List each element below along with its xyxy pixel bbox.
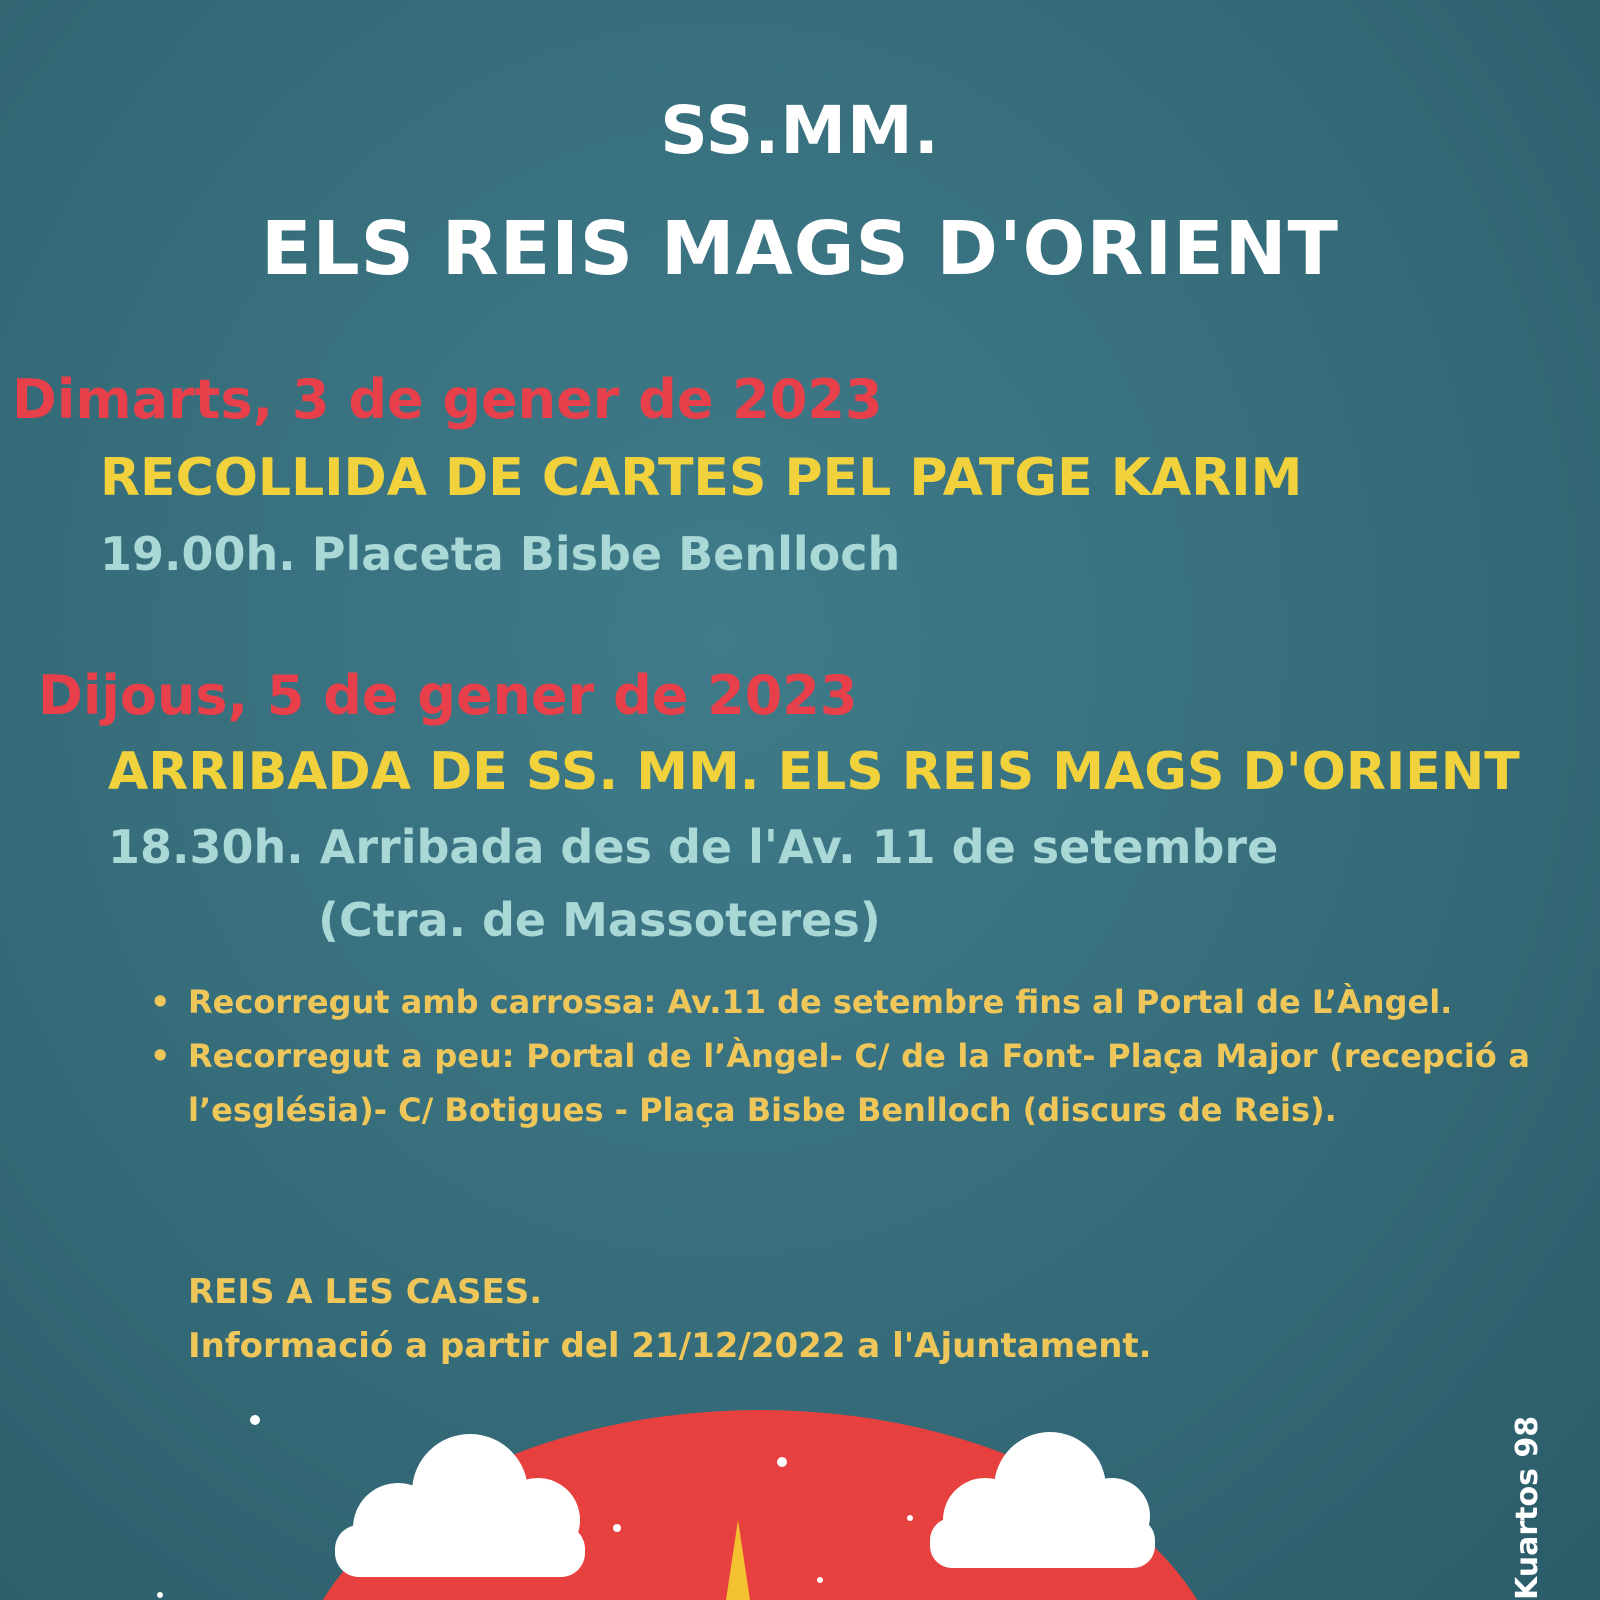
credit-text: Kuartos 98	[1510, 1415, 1545, 1600]
event-1-title: RECOLLIDA DE CARTES PEL PATGE KARIM	[100, 448, 1303, 508]
route-item-walk: • Recorregut a peu: Portal de l’Àngel- C/ de la Font- Plaça Major (recepció a l’església)- C/ Botigues - Plaça Bisbe Benlloch (discurs de Reis).	[150, 1029, 1530, 1137]
event-1-detail: 19.00h. Placeta Bisbe Benlloch	[100, 527, 901, 581]
event-2-date: Dijous, 5 de gener de 2023	[38, 664, 858, 727]
event-2-detail: 18.30h. Arribada des de l'Av. 11 de setembre	[108, 820, 1279, 874]
event-2-title: ARRIBADA DE SS. MM. ELS REIS MAGS D'ORIENT	[108, 742, 1520, 802]
poster-title-line2: ELS REIS MAGS D'ORIENT	[260, 206, 1340, 292]
illustration-sun-clouds	[0, 1380, 1600, 1600]
info-text: Informació a partir del 21/12/2022 a l'Ajuntament.	[188, 1326, 1152, 1366]
poster-title-line1: SS.MM.	[660, 92, 940, 169]
reis-a-les-cases: REIS A LES CASES.	[188, 1272, 543, 1312]
route-list	[150, 975, 1530, 1137]
event-1-date: Dimarts, 3 de gener de 2023	[12, 368, 883, 431]
event-2-detail-road: (Ctra. de Massoteres)	[318, 893, 881, 947]
route-item-carriage: • Recorregut amb carrossa: Av.11 de setembre fins al Portal de L’Àngel.	[150, 975, 1530, 1029]
